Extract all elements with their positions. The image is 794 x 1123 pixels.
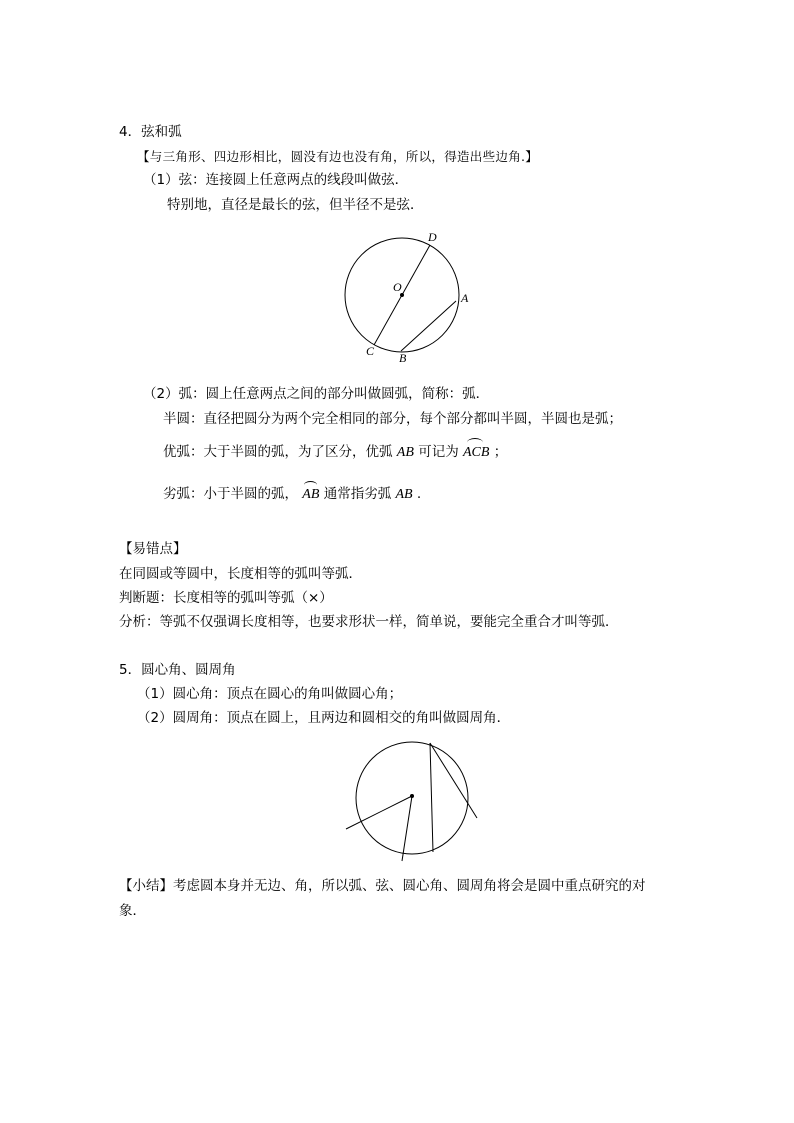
pitfall-heading: 【易错点】 [119, 541, 187, 557]
fig2-central-side-2 [402, 796, 412, 861]
fig1-label-a: A [461, 291, 469, 305]
chord-definition: （1）弦：连接圆上任意两点的线段叫做弦． [143, 172, 409, 188]
section-5-heading: 5．圆心角、圆周角 [119, 662, 236, 678]
summary-line-2: 象． [119, 903, 146, 919]
pitfall-line-1: 在同圆或等圆中，长度相等的弧叫等弧． [119, 566, 362, 582]
fig1-label-d: D [428, 230, 437, 244]
minor-arc-mid: 通常指劣弧 [323, 486, 392, 502]
section-4-note: 【与三角形、四边形相比，圆没有边也没有角，所以，得造出些边角.】 [137, 149, 539, 164]
arc-definition: （2）弧：圆上任意两点之间的部分叫做圆弧，简称：弧． [143, 386, 490, 402]
fig1-label-o: O [393, 280, 402, 294]
inscribed-angle-definition: （2）圆周角：顶点在圆上，且两边和圆相交的角叫做圆周角． [137, 710, 511, 726]
fig1-label-b: B [399, 351, 407, 365]
pitfall-line-3: 分析：等弧不仅强调长度相等，也要求形状一样，简单说，要能完全重合才叫等弧． [119, 614, 619, 630]
major-arc-mid: 可记为 [418, 444, 459, 460]
minor-arc-ab1-text: AB [302, 487, 320, 502]
central-angle-definition: （1）圆心角：顶点在圆心的角叫做圆心角； [137, 686, 403, 702]
fig1-label-c: C [366, 344, 375, 358]
major-arc-ab: AB [396, 445, 414, 460]
major-arc-acb-text: ACB [463, 445, 490, 460]
chord-note: 特别地，直径是最长的弦，但半径不是弦． [167, 197, 424, 213]
semicircle-definition: 半圆：直径把圆分为两个完全相同的部分，每个部分都叫半圆，半圆也是弧； [163, 411, 622, 427]
major-arc-suffix: ； [493, 444, 508, 460]
summary-line-1: 【小结】考虑圆本身并无边、角，所以弧、弦、圆心角、圆周角将会是圆中重点研究的对 [119, 878, 646, 894]
fig2-inscribed-side-1 [430, 743, 433, 852]
minor-arc-suffix: . [416, 486, 422, 502]
pitfall-line-2: 判断题：长度相等的弧叫等弧（×） [119, 590, 333, 606]
section-4-heading: 4．弦和弧 [119, 124, 182, 140]
fig2-inscribed-side-2 [430, 743, 477, 818]
major-arc-prefix: 优弧：大于半圆的弧，为了区分，优弧 [163, 444, 393, 460]
minor-arc-ab2: AB [395, 487, 413, 502]
minor-arc-prefix: 劣弧：小于半圆的弧， [163, 486, 298, 502]
